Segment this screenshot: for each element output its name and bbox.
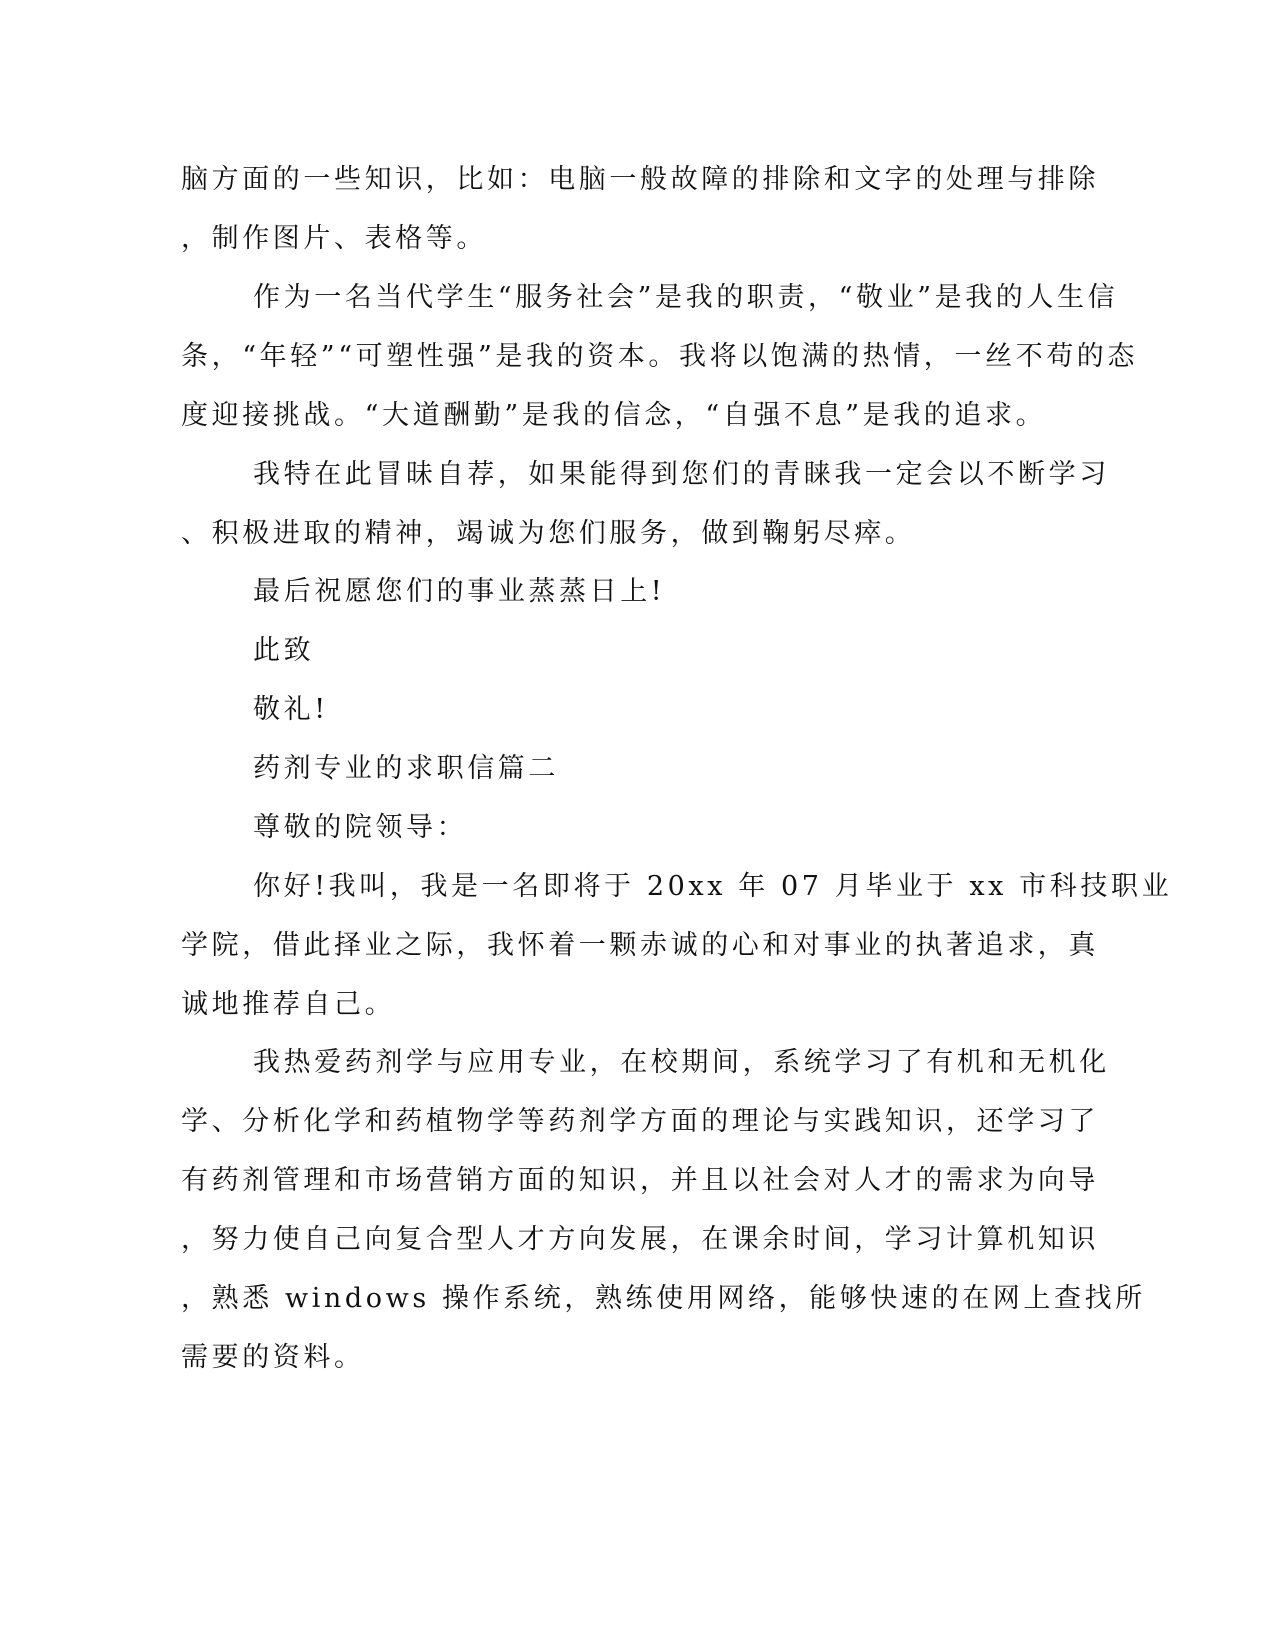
text-line: ，制作图片、表格等。 — [181, 223, 487, 254]
text-line: 需要的资料。 — [181, 1342, 365, 1373]
text-line: 学院，借此择业之际，我怀着一颗赤诚的心和对事业的执著追求，真 — [181, 930, 1099, 961]
text-line: 有药剂管理和市场营销方面的知识，并且以社会对人才的需求为向导 — [181, 1165, 1099, 1196]
greeting-line: 尊敬的院领导： — [253, 812, 468, 843]
text-line: 脑方面的一些知识，比如：电脑一般故障的排除和文字的处理与排除 — [181, 164, 1099, 195]
section-heading: 药剂专业的求职信篇二 — [253, 753, 559, 784]
text-line: ，努力使自己向复合型人才方向发展，在课余时间，学习计算机知识 — [181, 1224, 1099, 1255]
paragraph-start-line: 你好!我叫，我是一名即将于 20xx 年 07 月毕业于 xx 市科技职业 — [253, 871, 1173, 902]
paragraph-start-line: 我特在此冒昧自荐，如果能得到您们的青睐我一定会以不断学习 — [253, 459, 1110, 490]
text-line: 学、分析化学和药植物学等药剂学方面的理论与实践知识，还学习了 — [181, 1106, 1099, 1137]
text-line: 诚地推荐自己。 — [181, 989, 396, 1020]
salutation-line: 敬礼! — [253, 694, 329, 725]
text-line: 、积极进取的精神，竭诚为您们服务，做到鞠躬尽瘁。 — [181, 518, 916, 549]
closing-wish-line: 最后祝愿您们的事业蒸蒸日上! — [253, 576, 666, 607]
text-line: 条，“年轻”“可塑性强”是我的资本。我将以饱满的热情，一丝不苟的态 — [181, 341, 1139, 372]
text-line: 度迎接挑战。“大道酬勤”是我的信念，“自强不息”是我的追求。 — [181, 400, 1047, 431]
text-line: ，熟悉 windows 操作系统，熟练使用网络，能够快速的在网上查找所 — [181, 1283, 1146, 1314]
salutation-line: 此致 — [253, 635, 315, 666]
paragraph-start-line: 作为一名当代学生“服务社会”是我的职责，“敬业”是我的人生信 — [253, 282, 1119, 313]
paragraph-start-line: 我热爱药剂学与应用专业，在校期间，系统学习了有机和无机化 — [253, 1047, 1110, 1078]
